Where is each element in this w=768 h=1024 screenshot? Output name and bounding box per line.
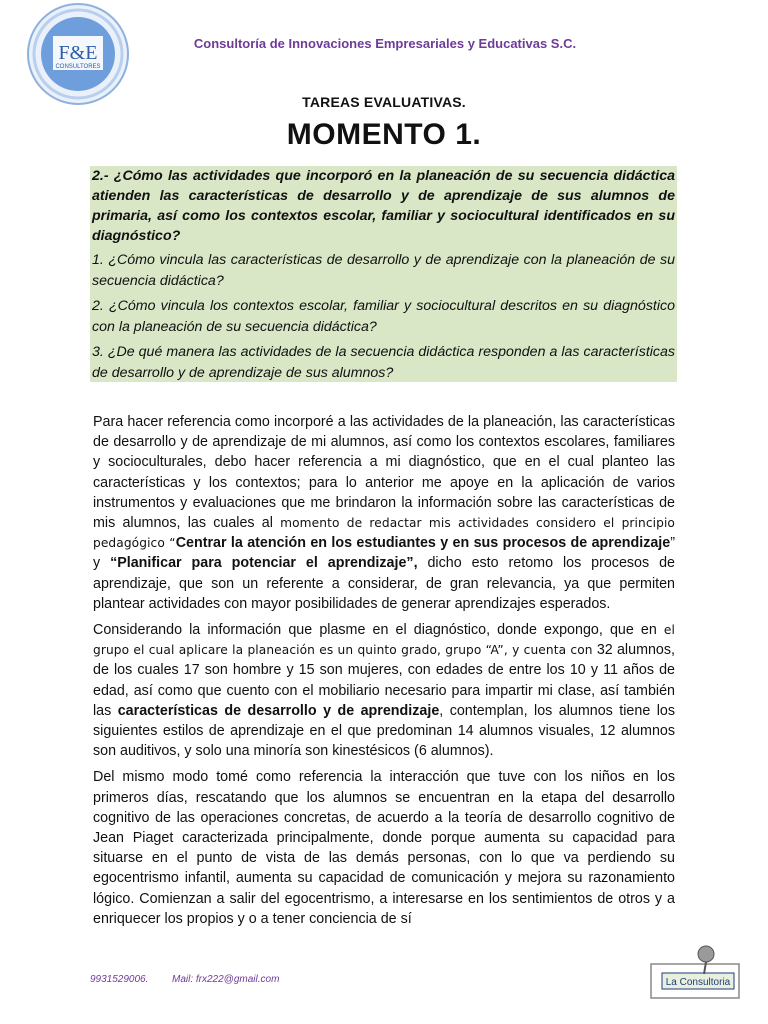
company-logo [26,2,130,106]
pushpin-icon [698,946,714,962]
paragraph-2-text-a: Considerando la información que plasme en el diagnóstico, donde expongo, que en [93,622,664,639]
paragraph-2-bold: características de desarrollo y de aprendizaje [117,702,440,719]
footer-mail: Mail: frx222@gmail.com [172,974,280,985]
paragraph-3: Del mismo modo tomé como referencia la interacción que tuve con los niños en los primeros días, rescatando que los alumnos se encuentran en la etapa del desarrollo cognitivo de las operaciones concretas, de acuerdo a la teoría de desarrollo cognitivo de Jean Piaget caracterizada principalmente, donde porque aumenta su capacidad para situarse en el punto de vista de las demás personas, con lo que va perdiendo su egocentrismo infantil, aumenta su capacidad de comunicación y mejora su razonamiento lógico. Comienzan a salir del egocentrismo, a interesarse en los sentimientos de otros y a enriquecer los propios y o a tener conciencia de sí [93,769,675,927]
sub-question-1: 1. ¿Cómo vincula las características de desarrollo y de aprendizaje con la planeación de su secuencia didáctica? [92,252,675,289]
paragraph-1-text-f: dicho esto retomo los procesos de aprendizaje, que son un referente a considerar, de gran relevancia, ya que permiten plantear actividades con mayor posibilidades de generar aprendizajes esperados. [93,555,675,612]
paragraph-1-text-a: Para hacer referencia como incorporé a las actividades de la planeación, las características de desarrollo y de aprendizaje de mi alumnos, así como los contextos escolares, familiares y socioculturales, debo hacer referencia a mi diagnóstico, que en el cual planteo las características y los contextos; para lo anterior me apoye en la aplicación de varios instrumentos y evaluaciones que me brindaron la información sobre las características de mis alumnos, las cuales al [93,414,675,532]
task-title: TAREAS EVALUATIVAS. [302,94,466,110]
principle-1: Centrar la atención en los estudiantes y en sus procesos de aprendizaje [175,535,671,552]
sub-question-3: 3. ¿De qué manera las actividades de la secuencia didáctica responden a las características de desarrollo y de aprendizaje de sus alumnos? [92,344,675,381]
paragraph-2-text-b: el grupo el cual aplicare la planeación es un quinto grado, grupo “A”, y cuenta con [93,623,675,658]
answer-body [93,412,675,935]
footer-phone: 9931529006. [90,974,149,985]
logo-subtext: CONSULTORES [55,64,101,70]
paragraph-1-text-d: ” y [93,535,675,572]
sub-question-2: 2. ¿Cómo vincula los contextos escolar, familiar y sociocultural descritos en su diagnóstico con la planeación de su secuencia didáctica? [92,298,675,335]
organization-header: Consultoría de Innovaciones Empresariales y Educativas S.C. [193,36,577,51]
badge-text: La Consultoria [665,977,731,988]
principle-2: “Planificar para potenciar el aprendizaje”, [110,555,418,572]
main-question: 2.- ¿Cómo las actividades que incorporó en la planeación de su secuencia didáctica atienden las características de desarrollo y de aprendizaje de sus alumnos de primaria, así como los contextos escolar, familiar y sociocultural identificados en su diagnóstico? [92,168,675,244]
paragraph-1-text-b: momento de redactar mis actividades considero el principio pedagógico “ [93,516,675,551]
moment-title: MOMENTO 1. [286,118,482,151]
paragraph-2 [93,620,675,761]
logo-text: F&E [58,42,98,64]
paragraph-2-text-c: 32 alumnos, de los cuales 17 son hombre y 15 son mujeres, con edades de entre los 10 y 11 años de edad, así como que cuento con el mobiliario necesario para impartir mi clase, así también las [93,642,675,719]
consultoria-badge [648,942,742,1004]
question-box [90,166,677,382]
paragraph-2-text-e: , contemplan, los alumnos tiene los siguientes estilos de aprendizaje en el que predominan 14 alumnos visuales, 12 alumnos son auditivos, y solo una minoría son kinestésicos (6 alumnos). [93,702,676,760]
paragraph-1 [93,412,675,614]
